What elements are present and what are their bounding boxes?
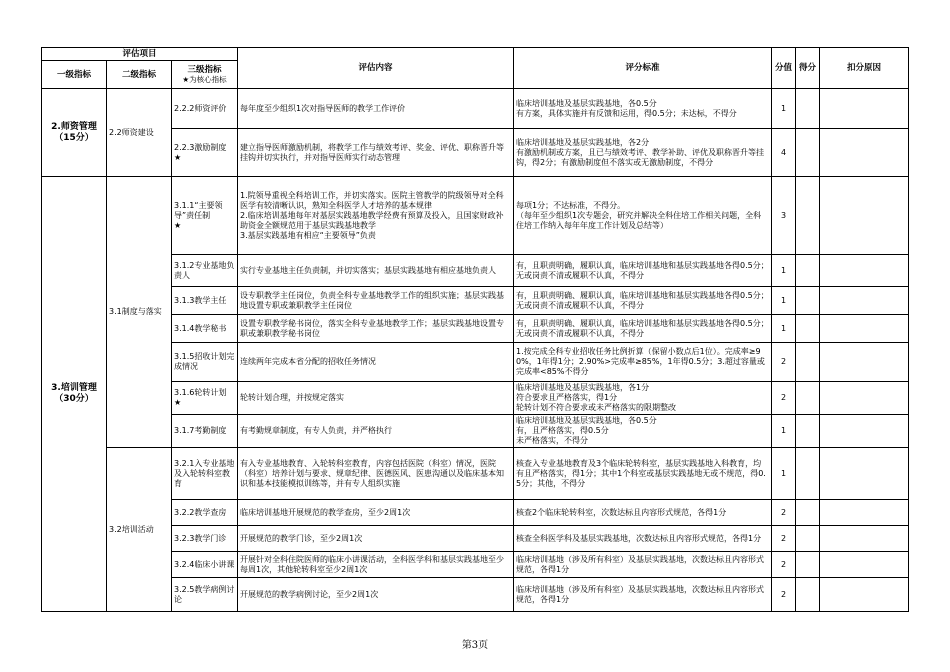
content-cell: 建立指导医师激励机制，将教学工作与绩效考评、奖金、评优、职称晋升等挂钩并切实执行，并对指导医师实行动态管理 <box>238 129 514 177</box>
header-score: 分值 <box>772 48 796 89</box>
content-cell: 轮转计划合理，并按规定落实 <box>238 382 514 415</box>
header-got: 得分 <box>796 48 820 89</box>
got-cell <box>796 526 820 552</box>
header-level1: 一级指标 <box>42 61 107 89</box>
level2-cell: 3.1制度与落实 <box>107 177 172 448</box>
score-cell: 1 <box>772 415 796 448</box>
criteria-cell: 有，且职责明确、履职认真，临床培训基地和基层实践基地各得0.5分；无或岗责不清或履职不认真，不得分 <box>514 315 772 343</box>
table-row <box>42 382 909 415</box>
header-row-1 <box>42 48 909 61</box>
criteria-cell: 1.按完成全科专业招收任务比例折算（保留小数点后1位）。完成率≥90%，1年得1分；2.90%>完成率≥85%，1年得0.5分；3.超过容量或完成率<85%不得分 <box>514 343 772 382</box>
got-cell <box>796 552 820 578</box>
level3-cell: 2.2.2师资评价 <box>172 89 238 129</box>
content-cell: 设专职教学主任岗位，负责全科专业基地教学工作的组织实施；基层实践基地设置专职或兼职教学主任岗位 <box>238 287 514 315</box>
level3-cell: 3.2.5教学病例讨论 <box>172 578 238 612</box>
criteria-cell: 有，且职责明确，履职认真，临床培训基地和基层实践基地各得0.5分；无或岗责不清或履职不认真，不得分 <box>514 255 772 287</box>
table-row <box>42 526 909 552</box>
score-cell: 2 <box>772 526 796 552</box>
content-cell: 有入专业基地教育、入轮转科室教育，内容包括医院（科室）情况，医院（科室）培养计划与要求、规章纪律、医德医风、医患沟通以及临床基本知识和基本技能模拟训练等，并有专人组织实施 <box>238 448 514 500</box>
got-cell <box>796 343 820 382</box>
table-row <box>42 415 909 448</box>
level3-cell: 3.1.1“主要领导”责任制 ★ <box>172 177 238 255</box>
header-content: 评估内容 <box>238 48 514 89</box>
reason-cell <box>820 578 909 612</box>
level3-cell: 3.2.2教学查房 <box>172 500 238 526</box>
level2-cell: 3.2培训活动 <box>107 448 172 612</box>
table-row <box>42 129 909 177</box>
reason-cell <box>820 382 909 415</box>
header-level3 <box>172 61 238 89</box>
table-row <box>42 315 909 343</box>
criteria-cell: 临床培训基地及基层实践基地，各0.5分 有方案，具体实施并有反馈和运用，得0.5分；未达标，不得分 <box>514 89 772 129</box>
got-cell <box>796 382 820 415</box>
page-number: 第3页 <box>461 640 489 651</box>
table-row <box>42 578 909 612</box>
table-row <box>42 343 909 382</box>
reason-cell <box>820 500 909 526</box>
level1-score: （30分） <box>54 394 94 404</box>
criteria-cell: 每项1分；不达标准，不得分。 （每年至少组织1次专题会，研究并解决全科住培工作相关问题，全科住培工作纳入每年年度工作计划及总结等） <box>514 177 772 255</box>
table-row <box>42 89 909 129</box>
content-cell: 1.院领导重视全科培训工作，并切实落实。医院主管教学的院级领导对全科医学有较清晰认识，熟知全科医学人才培养的基本规律 2.临床培训基地每年对基层实践基地教学经费有预算及投入，且国家财政补助资金全额规范用于基层实践基地教学 3.基层实践基地有相应“主要领导”负责 <box>238 177 514 255</box>
reason-cell <box>820 89 909 129</box>
reason-cell <box>820 526 909 552</box>
level3-cell: 3.1.2专业基地负责人 <box>172 255 238 287</box>
score-cell: 1 <box>772 448 796 500</box>
table-row <box>42 255 909 287</box>
level3-cell: 3.1.5招收计划完成情况 <box>172 343 238 382</box>
score-cell: 1 <box>772 89 796 129</box>
content-cell: 临床培训基地开展规范的教学查房，至少2周1次 <box>238 500 514 526</box>
reason-cell <box>820 343 909 382</box>
level3-cell: 3.1.4教学秘书 <box>172 315 238 343</box>
got-cell <box>796 255 820 287</box>
criteria-cell: 临床培训基地（涉及所有科室）及基层实践基地，次数达标且内容形式规范，各得1分 <box>514 552 772 578</box>
reason-cell <box>820 287 909 315</box>
got-cell <box>796 415 820 448</box>
score-cell: 2 <box>772 343 796 382</box>
evaluation-table <box>41 47 909 612</box>
content-cell: 设置专职教学秘书岗位，落实全科专业基地教学工作；基层实践基地设置专职或兼职教学秘书岗位 <box>238 315 514 343</box>
header-criteria: 评分标准 <box>514 48 772 89</box>
reason-cell <box>820 448 909 500</box>
score-cell: 2 <box>772 382 796 415</box>
table-row <box>42 287 909 315</box>
score-cell: 1 <box>772 255 796 287</box>
level1-cell <box>42 89 107 177</box>
score-cell: 3 <box>772 177 796 255</box>
table-row <box>42 177 909 255</box>
level3-cell: 3.2.4临床小讲课 <box>172 552 238 578</box>
content-cell: 每年度至少组织1次对指导医师的教学工作评价 <box>238 89 514 129</box>
criteria-cell: 临床培训基地及基层实践基地，各2分 有激励机制或方案，且已与绩效考评、教学补助、评优及职称晋升等挂钩，得2分；有激励制度但不落实或无激励制度，不得分 <box>514 129 772 177</box>
level3-cell: 3.1.3教学主任 <box>172 287 238 315</box>
got-cell <box>796 129 820 177</box>
content-cell: 开展针对全科住院医师的临床小讲课活动，全科医学科和基层实践基地至少每周1次，其他轮转科室至少2周1次 <box>238 552 514 578</box>
content-cell: 开展规范的教学门诊，至少2周1次 <box>238 526 514 552</box>
reason-cell <box>820 552 909 578</box>
got-cell <box>796 287 820 315</box>
level2-cell: 2.2师资建设 <box>107 89 172 177</box>
level3-cell: 3.1.7考勤制度 <box>172 415 238 448</box>
reason-cell <box>820 315 909 343</box>
content-cell: 实行专业基地主任负责制，并切实落实；基层实践基地有相应基地负责人 <box>238 255 514 287</box>
table-row <box>42 448 909 500</box>
criteria-cell: 临床培训基地（涉及所有科室）及基层实践基地，次数达标且内容形式规范，各得1分 <box>514 578 772 612</box>
level3-cell: 2.2.3激励制度 ★ <box>172 129 238 177</box>
header-level2: 二级指标 <box>107 61 172 89</box>
got-cell <box>796 578 820 612</box>
level1-cell <box>42 177 107 612</box>
score-cell: 1 <box>772 287 796 315</box>
got-cell <box>796 89 820 129</box>
score-cell: 2 <box>772 578 796 612</box>
level1-name: 2.师资管理 <box>51 121 97 132</box>
score-cell: 2 <box>772 552 796 578</box>
reason-cell <box>820 177 909 255</box>
level3-cell: 3.2.1入专业基地及入轮转科室教育 <box>172 448 238 500</box>
reason-cell <box>820 255 909 287</box>
table-row <box>42 500 909 526</box>
got-cell <box>796 177 820 255</box>
criteria-cell: 核查全科医学科及基层实践基地，次数达标且内容形式规范，各得1分 <box>514 526 772 552</box>
level3-cell: 3.2.3教学门诊 <box>172 526 238 552</box>
score-cell: 4 <box>772 129 796 177</box>
content-cell: 有考勤规章制度，有专人负责，并严格执行 <box>238 415 514 448</box>
criteria-cell: 核查入专业基地教育及3个临床轮转科室，基层实践基地入科教育，均有且严格落实，得1分；其中1个科室或基层实践基地无或不规范，得0.5分；其他，不得分 <box>514 448 772 500</box>
reason-cell <box>820 129 909 177</box>
score-cell: 2 <box>772 500 796 526</box>
criteria-cell: 核查2个临床轮转科室，次数达标且内容形式规范，各得1分 <box>514 500 772 526</box>
level1-name: 3.培训管理 <box>51 383 97 393</box>
content-cell: 开展规范的教学病例讨论，至少2周1次 <box>238 578 514 612</box>
got-cell <box>796 315 820 343</box>
level3-cell: 3.1.6轮转计划 ★ <box>172 382 238 415</box>
content-cell: 连续两年完成本省分配的招收任务情况 <box>238 343 514 382</box>
got-cell <box>796 500 820 526</box>
criteria-cell: 临床培训基地及基层实践基地，各0.5分 有，且严格落实，得0.5分 未严格落实，不得分 <box>514 415 772 448</box>
got-cell <box>796 448 820 500</box>
header-reason: 扣分原因 <box>820 48 909 89</box>
criteria-cell: 有，且职责明确、履职认真，临床培训基地和基层实践基地各得0.5分；无或岗责不清或履职不认真，不得分 <box>514 287 772 315</box>
criteria-cell: 临床培训基地及基层实践基地，各1分 符合要求且严格落实，得1分 轮转计划不符合要求或未严格落实的限期整改 <box>514 382 772 415</box>
reason-cell <box>820 415 909 448</box>
header-group: 评估项目 <box>42 48 238 61</box>
table-row <box>42 552 909 578</box>
score-cell: 1 <box>772 315 796 343</box>
header-level3-note: ★为核心指标 <box>182 75 227 84</box>
level1-score: （15分） <box>54 132 94 143</box>
header-level3-title: 三级指标 <box>187 65 222 75</box>
